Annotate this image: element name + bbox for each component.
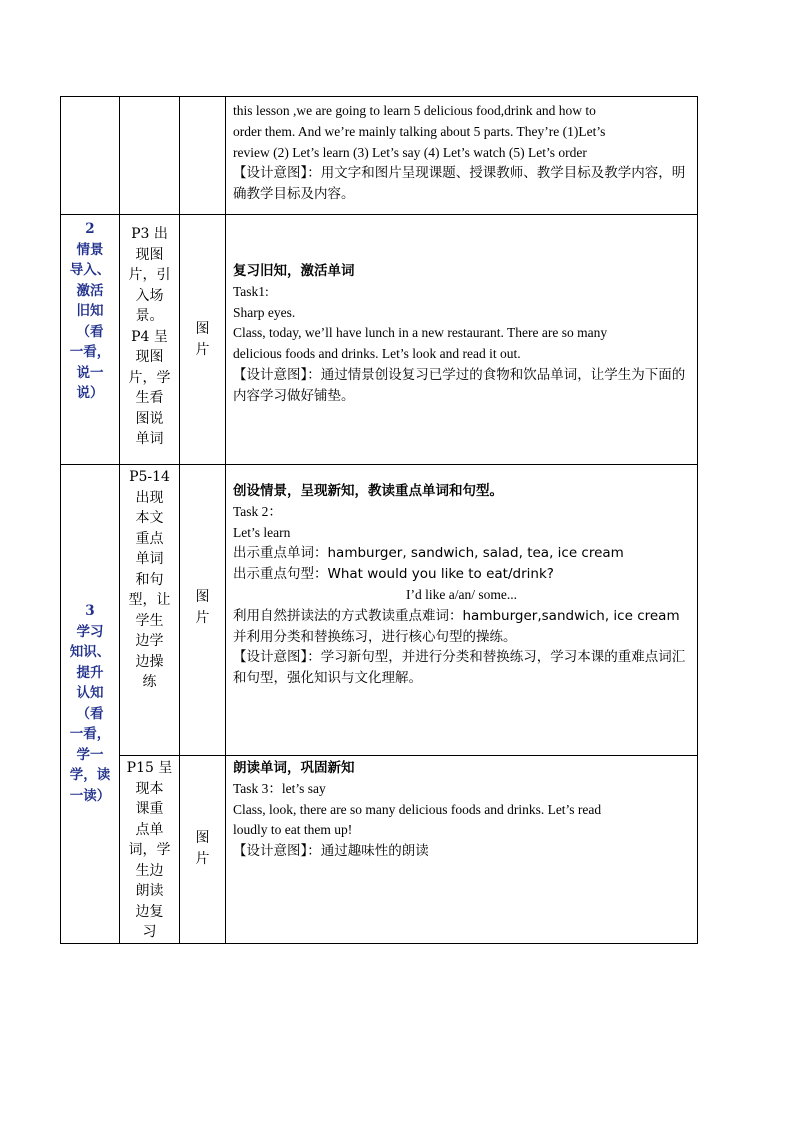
stage-label: （看 [76,705,104,722]
reply-pattern: I’d like a/an/ some... [406,586,517,602]
section-heading: 创设情景，呈现新知，教读重点单词和句型。 [233,483,503,499]
stage-label: 学，读 [69,767,111,783]
intro-line: order them. And we’re mainly talking about 5 parts. They’re (1)Let’s [233,123,606,139]
media-label: 片 [195,609,210,626]
content-cell [226,97,698,215]
activity-text: 出现 [135,489,164,506]
table-row-stage-3b [61,756,698,944]
table-row-intro [61,97,698,215]
activity-text: 点单 [135,821,164,838]
stage-label: 知识、 [69,644,111,660]
content-line: Class, look, there are so many delicious foods and drinks. Let’s read [233,801,602,817]
stage-label: 说） [76,385,104,401]
activity-cell [120,215,180,465]
activity-text: 和句 [135,571,164,588]
activity-text: 景。 [135,308,164,324]
stage-cell [61,215,120,465]
stage-label: 说一 [76,364,104,381]
task-title: Let’s learn [233,524,291,540]
activity-text: 课重 [135,801,164,817]
table-row-stage-2 [61,215,698,465]
content-cell [226,215,698,465]
stage-label: 学一 [76,746,104,763]
activity-text: 片，引 [128,267,171,283]
design-intent: 【设计意图】：用文字和图片呈现课题、授课教师、教学目标及教学内容，明确教学目标及内容。 [233,165,686,203]
stage-label: 学习 [76,623,104,640]
intro-line: review (2) Let’s learn (3) Let’s say (4) Let’s watch (5) Let’s order [233,144,587,160]
design-intent: 【设计意图】：学习新句型，并进行分类和替换练习，学习本课的重难点词汇和句型，强化知识与文化理解。 [233,649,686,687]
activity-text: 习 [142,924,157,940]
stage-cell-empty [61,97,120,215]
task-title: Sharp eyes. [233,304,296,320]
stage-label: 激活 [76,282,104,299]
stage-label: 一看， [69,344,111,360]
task-label: Task 3：let’s say [233,780,326,796]
stage-label: 认知 [76,685,104,701]
stage-label: 导入、 [69,262,111,278]
method-line: 利用自然拼读法的方式教读重点难词：hamburger,sandwich, ice cream 并利用分类和替换练习，进行核心句型的操练。 [233,607,680,645]
activity-text: P5-14 [129,469,170,485]
media-label: 图 [195,321,210,337]
activity-text: 现本 [135,780,164,797]
activity-text: 练 [142,674,157,690]
key-words-line: 出示重点单词：hamburger, sandwich, salad, tea, ice cream [233,545,624,562]
activity-text: P15 呈 [126,760,173,776]
section-heading: 朗读单词，巩固新知 [233,760,355,776]
content-line: loudly to eat them up! [233,822,353,838]
activity-text: P3 出 [131,226,168,242]
stage-number: 2 [85,221,95,237]
activity-text: 片，学 [128,369,171,386]
media-cell-empty [180,97,226,215]
section-heading: 复习旧知，激活单词 [233,263,355,279]
activity-cell [120,465,180,756]
activity-text: 本文 [135,510,164,526]
stage-label: 一读） [69,787,111,804]
media-label: 图 [195,830,210,846]
media-label: 片 [195,850,210,867]
design-intent: 【设计意图】：通过情景创设复习已学过的食物和饮品单词，让学生为下面的内容学习做好铺垫。 [233,366,686,404]
intro-line: this lesson ,we are going to learn 5 delicious food,drink and how to [233,103,596,118]
media-cell [180,465,226,756]
activity-text: 边复 [135,903,164,920]
activity-text: 生边 [135,862,164,879]
stage-label: 提升 [76,664,104,681]
stage-number: 3 [85,603,95,619]
stage-label: （看 [76,323,104,340]
key-pattern-line: 出示重点句型：What would you like to eat/drink? [233,566,554,583]
activity-text: 词，学 [128,842,171,858]
activity-text: 边操 [135,653,164,670]
media-cell [180,756,226,944]
activity-text: 单词 [135,551,164,567]
design-intent: 【设计意图】：通过趣味性的朗读 [233,843,429,860]
content-cell [226,465,698,756]
activity-text: P4 呈 [131,328,168,345]
stage-label: 旧知 [76,303,104,319]
media-label: 图 [195,589,210,605]
task-label: Task 2： [233,503,282,519]
activity-text: 型，让 [128,592,171,608]
media-cell [180,215,226,465]
activity-cell-empty [120,97,180,215]
lesson-plan-table [60,96,698,944]
activity-text: 图说 [135,410,164,427]
task-label: Task1: [233,283,269,299]
stage-label: 一看， [69,726,111,742]
activity-text: 单词 [135,431,164,447]
stage-label: 情景 [76,241,104,258]
activity-text: 入场 [135,287,164,304]
activity-text: 重点 [135,530,164,547]
activity-text: 现图 [135,246,164,263]
activity-text: 边学 [135,633,164,649]
activity-text: 朗读 [135,883,164,899]
media-label: 片 [195,341,210,358]
activity-text: 现图 [135,349,164,365]
stage-cell [61,465,120,944]
content-line: delicious foods and drinks. Let’s look and read it out. [233,346,521,362]
activity-cell [120,756,180,944]
content-line: Class, today, we’ll have lunch in a new restaurant. There are so many [233,325,608,341]
content-cell [226,756,698,944]
activity-text: 生看 [135,390,164,406]
activity-text: 学生 [135,612,164,629]
table-row-stage-3a [61,465,698,756]
